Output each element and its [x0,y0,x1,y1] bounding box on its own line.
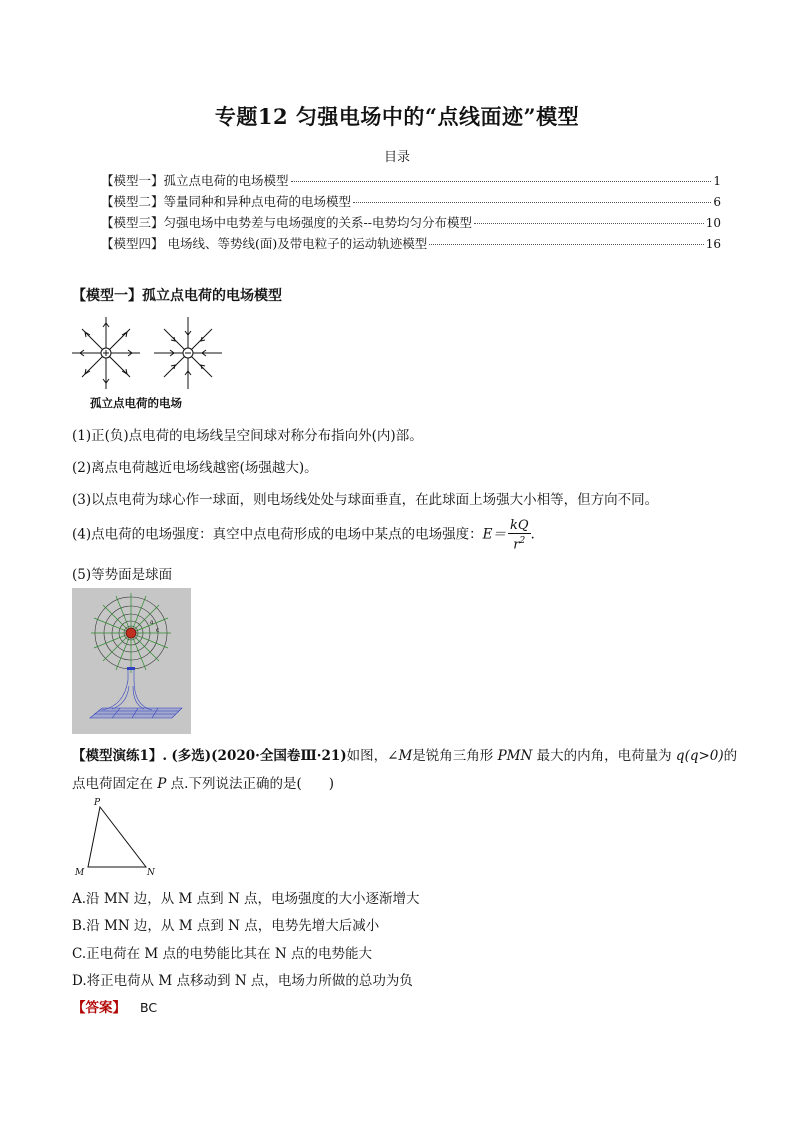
toc-page-number: 6 [713,195,721,209]
var-M: M [398,748,413,764]
toc-page-number: 10 [705,216,721,230]
page-title: 专题12 匀强电场中的“点线面迹”模型 [214,104,580,129]
figure-caption: 孤立点电荷的电场 [90,396,182,410]
exercise-stem-line-1 [72,744,737,764]
toc-item-label: 【模型四】 电场线、等势线(面)及带电粒子的运动轨迹模型 [101,236,428,251]
exercise-text: 如图，∠ [346,748,399,764]
point-5: (5)等势面是球面 [72,567,173,583]
point-4-text: (4)点电荷的电场强度：真空中点电荷形成的电场中某点的电场强度： [72,526,483,543]
toc-item-1[interactable] [101,171,721,189]
toc-leader [353,202,711,203]
triangle-label-M: M [75,868,85,877]
toc-page-number: 1 [713,174,721,188]
option-c[interactable]: C.正电荷在 M 点的电势能比其在 N 点的电势能大 [72,946,372,962]
exercise-source: (多选)(2020·全国卷Ⅲ·21) [171,748,347,764]
toc-leader [291,181,712,182]
formula-den-exponent: 2 [519,536,526,546]
option-d[interactable]: D.将正电荷从 M 点移动到 N 点，电场力所做的总功为负 [72,973,413,989]
point-4-suffix: . [530,526,535,543]
toc-item-3[interactable] [101,213,721,231]
section-heading: 【模型一】孤立点电荷的电场模型 [72,288,282,304]
point-2: (2)离点电荷越近电场线越密(场强越大)。 [72,460,318,476]
point-1: (1)正(负)点电荷的电场线呈空间球对称分布指向外(内)部。 [72,428,423,444]
svg-text:c: c [156,627,160,634]
answer-line [72,996,157,1016]
formula-numerator: kQ [509,518,529,533]
formula-lhs: E＝ [482,526,506,543]
answer-tag: 【答案】 [72,1000,126,1016]
toc-item-label: 【模型三】匀强电场中电势差与电场强度的关系--电势均匀分布模型 [101,215,472,230]
var-P: P [157,776,167,792]
exercise-text: 的 [723,748,738,764]
answer-value: BC [140,1000,158,1015]
toc-leader [429,244,703,245]
triangle-label-N: N [147,868,155,877]
toc-item-2[interactable] [101,192,721,210]
toc-leader [474,223,704,224]
triangle-label-P: P [94,798,101,808]
exercise-text: 点.下列说法正确的是( ) [166,776,335,792]
var-PMN: PMN [497,748,533,764]
point-3: (3)以点电荷为球心作一球面，则电场线处处与球面垂直，在此球面上场强大小相等，但方向不同。 [72,492,659,508]
toc-item-4[interactable] [101,234,721,252]
toc-item-label: 【模型一】孤立点电荷的电场模型 [101,173,289,188]
var-q: q [675,748,685,764]
formula-denominator [513,534,525,552]
point-charge-field-figure [70,313,230,393]
exercise-tag: 【模型演练1】. [72,748,168,764]
negative-charge-field [154,317,222,389]
exercise-text: 最大的内角，电荷量为 [532,748,676,764]
toc-item-label: 【模型二】等量同种和异种点电荷的电场模型 [101,194,352,209]
equipotential-surface-figure [72,588,191,734]
formula-den-base: r [513,537,520,553]
option-a[interactable]: A.沿 MN 边，从 M 点到 N 点，电场强度的大小逐渐增大 [72,891,420,907]
toc-page-number: 16 [705,237,721,251]
exercise-text: 是锐角三角形 [412,748,498,764]
positive-charge-field [72,317,140,389]
exercise-stem-line-2 [72,772,334,792]
svg-text:a: a [150,619,154,626]
field-strength-formula [508,518,531,552]
option-b[interactable]: B.沿 MN 边，从 M 点到 N 点，电势先增大后减小 [72,918,380,934]
var-q-condition: (q>0) [684,748,724,764]
toc-heading: 目录 [383,150,410,165]
triangle-pmn-figure [70,795,160,877]
point-4 [72,518,535,552]
exercise-text: 点电荷固定在 [72,776,158,792]
